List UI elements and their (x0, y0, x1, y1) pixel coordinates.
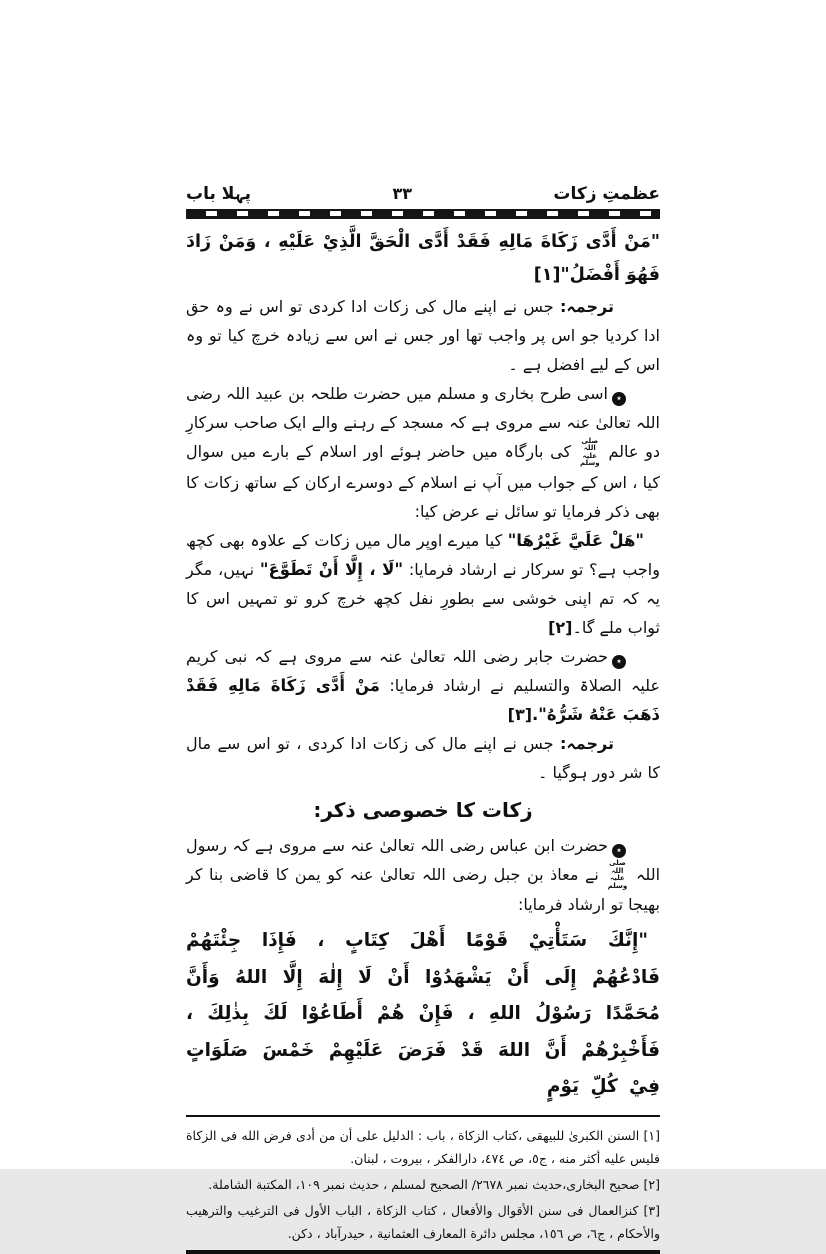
page-bottom-border (186, 1250, 660, 1254)
footnote-2: [٢] صحيح البخارى،حديث نمبر ٢٦٧٨/ الصحيح لمسلم ، حديث نمبر ١٠٩، المكتبة الشاملة. (208, 1176, 660, 1192)
page-header (186, 182, 660, 206)
translation-1 (186, 292, 660, 379)
tarjuma-label: ترجمہ: (560, 297, 614, 316)
translation-1-text: جس نے اپنے مال کی زکات ادا کردی تو اس نے وہ حق ادا کردیا جو اس پر واجب تھا اور جس نے اس سے زیادہ خرچ کیا تو وہ اس کے لیے افضل ہے ۔ (186, 297, 660, 374)
footnote-3: [٣] كنزالعمال فى سنن الأقوال والأفعال ، كتاب الزكاة ، الباب الأول فى الترغيب والترهيب والأحكام ، ج٦، ص ١٥٦، مجلس دائرة المعارف العثمانية ، حيدرآباد ، دكن. (186, 1202, 660, 1241)
book-title: عظمتِ زکات (553, 184, 660, 204)
question-arabic: "هَلْ عَلَيَّ غَيْرُهَا" (507, 530, 644, 550)
chapter-title: پہلا باب (186, 184, 252, 204)
narration-talha-text-a: اسی طرح بخاری و مسلم میں حضرت طلحہ بن عبید اللہ رضی اللہ تعالیٰ عنہ سے مروی ہے کہ مسجد کے رہنے والے ایک صاحب سرکارِ دو عالم (186, 384, 660, 461)
footnote-ref-2: [۲] (548, 617, 573, 637)
section-heading: زکات کا خصوصی ذکر: (313, 797, 533, 822)
narration-ibn-abbas-text-a: حضرت ابن عباس رضی اللہ تعالیٰ عنہ سے مروی ہے کہ رسول اللہ (186, 835, 661, 884)
answer-arabic: "لَا ، إِلَّا أَنْ تَطَوَّعَ" (259, 559, 404, 579)
translation-2-text: جس نے اپنے مال کی زکات ادا کردی ، تو اس سے مال کا شر دور ہوگیا ۔ (186, 733, 660, 782)
question-answer-paragraph (186, 526, 660, 642)
hadith-arabic-1 (186, 226, 660, 292)
narration-talha-text-b: کی بارگاہ میں حاضر ہوئے اور اسلام کے بارے میں سوال کیا ، اس کے جواب میں آپ نے اسلام کے دوسرے ارکان کے ساتھ زکات کا بھی ذکر فرمایا تو سائل نے عرض کیا: (186, 442, 660, 521)
answer-urdu: نہیں، مگر یہ کہ تم اپنی خوشی سے بطورِ نفل کچھ خرچ کرو تو تمہیں اس کا ثواب ملے گا۔ (186, 559, 660, 637)
sallallahu-mark: صلی اللہ علیہ وسلم (579, 436, 600, 467)
hadith-1-text: "مَنْ أَدَّى زَكَاةَ مَالِهِ فَقَدْ أَدَّى الْحَقَّ الَّذِيْ عَلَيْهِ ، وَمَنْ زَادَ فَهُوَ أَفْضَلُ" (186, 232, 660, 285)
narration-ibn-abbas-text-b: نے معاذ بن جبل رضی اللہ تعالیٰ عنہ کو یمن کا قاضی بنا کر بھیجا تو ارشاد فرمایا: (186, 864, 660, 914)
question-urdu: کیا میرے اوپر مال میں زکات کے علاوہ بھی کچھ واجب ہے؟ تو سرکار نے ارشاد فرمایا: (186, 530, 660, 579)
footnote-ref-3: [۳] (507, 704, 533, 724)
page-number: ۳۳ (392, 184, 412, 203)
narration-ibn-abbas (186, 831, 660, 920)
narration-jabir-urdu: حضرت جابر رضی اللہ تعالیٰ عنہ سے مروی ہے کہ نبی کریم علیہ الصلاۃ والتسلیم نے ارشاد فرمایا: (186, 646, 660, 695)
paragraph-star-icon: ٭ (612, 844, 626, 858)
hadith-muadh-arabic: "إِنَّكَ سَتَأْتِيْ قَوْمًا أَهْلَ كِتَابٍ ، فَإِذَا جِئْتَهُمْ فَادْعُهُمْ إِلَى أَنْ يَشْهَدُوْا أَنْ لَا إِلٰهَ إِلَّا اللهُ وَأَنَّ مُحَمَّدًا رَسُوْلُ اللهِ ، فَإِنْ هُمْ أَطَاعُوْا لَكَ بِذٰلِكَ ، فَأَخْبِرْهُمْ أَنَّ اللهَ قَدْ فَرَضَ عَلَيْهِمْ خَمْسَ صَلَوَاتٍ فِيْ كُلِّ يَوْمٍ (186, 930, 660, 1097)
paragraph-star-icon: ٭ (612, 392, 626, 406)
narration-jabir (186, 642, 660, 729)
page-content (186, 182, 660, 1254)
sallallahu-mark: صلی اللہ علیہ وسلم (607, 859, 628, 890)
narration-jabir-arabic: مَنْ أَدَّى زَكَاةَ مَالِهِ فَقَدْ ذَهَبَ عَنْهُ شَرُّهُ". (186, 675, 660, 724)
footnote-ref-1: [١] (533, 265, 561, 285)
tarjuma-label: ترجمہ: (560, 733, 614, 753)
header-divider (186, 209, 660, 219)
narration-talha (186, 379, 660, 526)
footnote-1: [١] السنن الكبرىٰ للبيهقى ،كتاب الزكاة ، باب : الدليل على أن من أدى فرض الله فى الزكاة فليس عليه أكثر منه ، ج٥، ص ٤٧٤، دارالفكر ، بيروت ، لبنان. (186, 1127, 660, 1166)
footnotes-section (186, 1117, 660, 1245)
paragraph-star-icon: ٭ (612, 655, 626, 669)
translation-2 (186, 729, 660, 787)
